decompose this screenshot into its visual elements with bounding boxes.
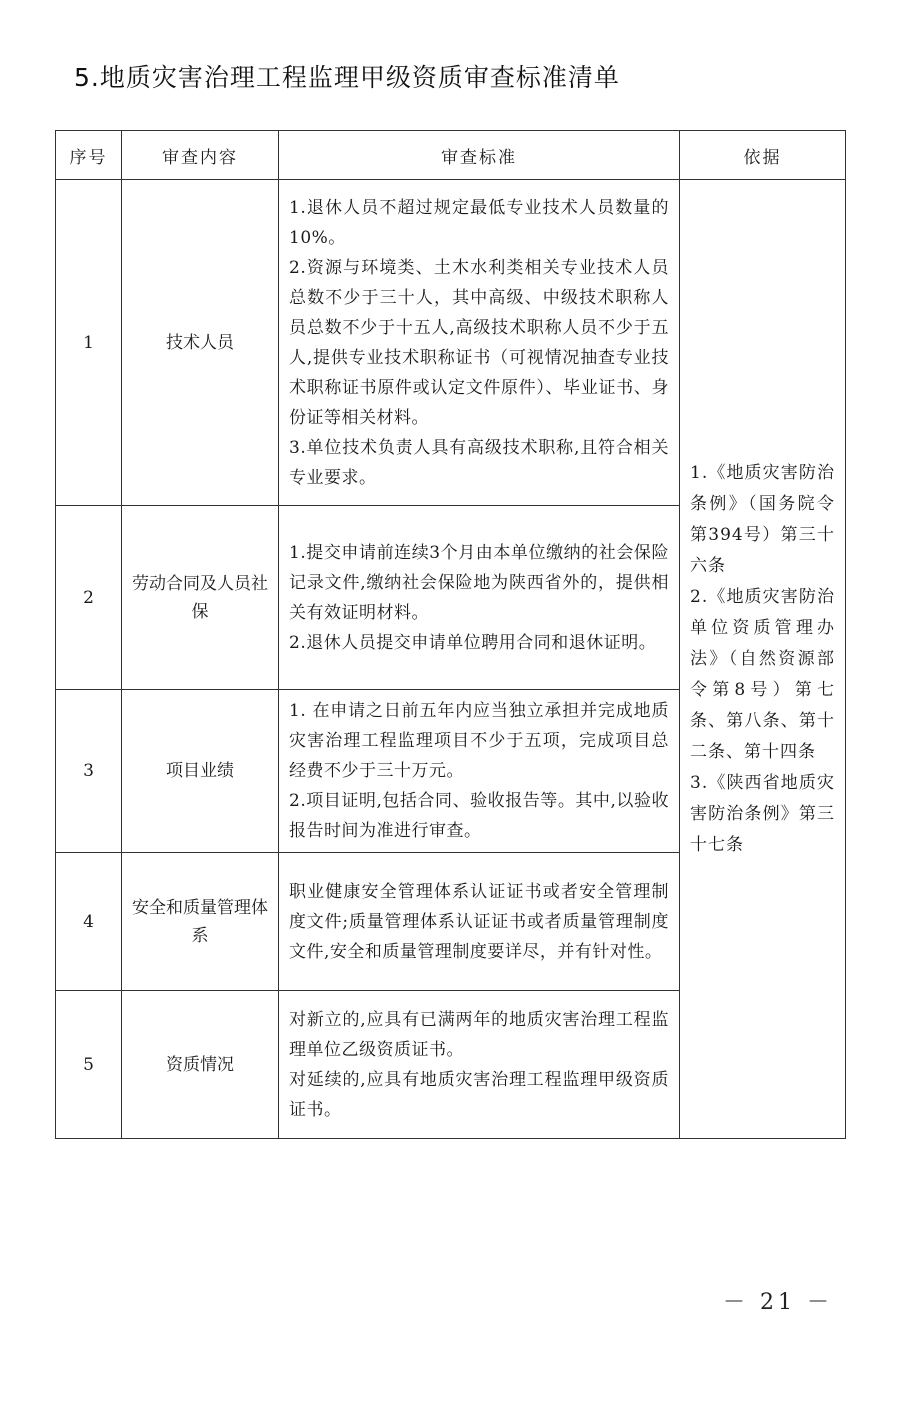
table-row: [56, 180, 846, 506]
standard-line: 3.单位技术负责人具有高级技术职称,且符合相关专业要求。: [289, 437, 669, 488]
table-header-row: [56, 131, 846, 180]
page-number: － 21 －: [723, 1290, 833, 1315]
basis-line: 3.《陕西省地质灾害防治条例》第三十七条: [690, 772, 835, 855]
row-seq: 4: [56, 853, 122, 991]
row-seq: 3: [56, 690, 122, 853]
row-standard: [279, 506, 680, 690]
standard-line: 2.项目证明,包括合同、验收报告等。其中,以验收报告时间为准进行审查。: [289, 791, 669, 841]
basis-cell: [680, 180, 846, 1139]
header-basis: 依据: [680, 131, 846, 180]
header-standard: 审查标准: [279, 131, 680, 180]
row-standard: [279, 180, 680, 506]
row-item: 技术人员: [122, 180, 279, 506]
standard-line: 1.退休人员不超过规定最低专业技术人员数量的10%。: [289, 197, 669, 248]
row-item: 劳动合同及人员社保: [122, 506, 279, 690]
row-seq: 1: [56, 180, 122, 506]
row-standard: [279, 991, 680, 1139]
row-item: 安全和质量管理体系: [122, 853, 279, 991]
row-item: 资质情况: [122, 991, 279, 1139]
basis-line: 1.《地质灾害防治条例》（国务院令第394号）第三十六条: [690, 462, 835, 576]
standard-line: 1.提交申请前连续3个月由本单位缴纳的社会保险记录文件,缴纳社会保险地为陕西省外的，提供相关有效证明材料。: [289, 542, 669, 623]
row-seq: 5: [56, 991, 122, 1139]
document-title: 5.地质灾害治理工程监理甲级资质审查标准清单: [74, 63, 620, 92]
standard-line: 2.资源与环境类、土木水利类相关专业技术人员总数不少于三十人，其中高级、中级技术职称人员总数不少于十五人,高级技术职称人员不少于五人,提供专业技术职称证书（可视情况抽查专业技术职称证书原件或认定文件原件）、毕业证书、身份证等相关材料。: [289, 257, 669, 428]
standard-line: 2.退休人员提交申请单位聘用合同和退休证明。: [289, 632, 657, 653]
row-seq: 2: [56, 506, 122, 690]
row-item: 项目业绩: [122, 690, 279, 853]
header-seq: 序号: [56, 131, 122, 180]
row-standard: [279, 690, 680, 853]
standard-line: 1. 在申请之日前五年内应当独立承担并完成地质灾害治理工程监理项目不少于五项，完成项目总经费不少于三十万元。: [289, 701, 669, 781]
standard-line: 对新立的,应具有已满两年的地质灾害治理工程监理单位乙级资质证书。: [289, 1009, 669, 1060]
basis-line: 2.《地质灾害防治单位资质管理办法》（自然资源部令第8号）第七条、第八条、第十二条、第十四条: [690, 586, 835, 762]
standard-line: 职业健康安全管理体系认证证书或者安全管理制度文件;质量管理体系认证证书或者质量管理制度文件,安全和质量管理制度要详尽，并有针对性。: [289, 881, 669, 962]
header-content: 审查内容: [122, 131, 279, 180]
row-standard: [279, 853, 680, 991]
review-standard-table: [55, 130, 846, 1139]
standard-line: 对延续的,应具有地质灾害治理工程监理甲级资质证书。: [289, 1069, 669, 1120]
